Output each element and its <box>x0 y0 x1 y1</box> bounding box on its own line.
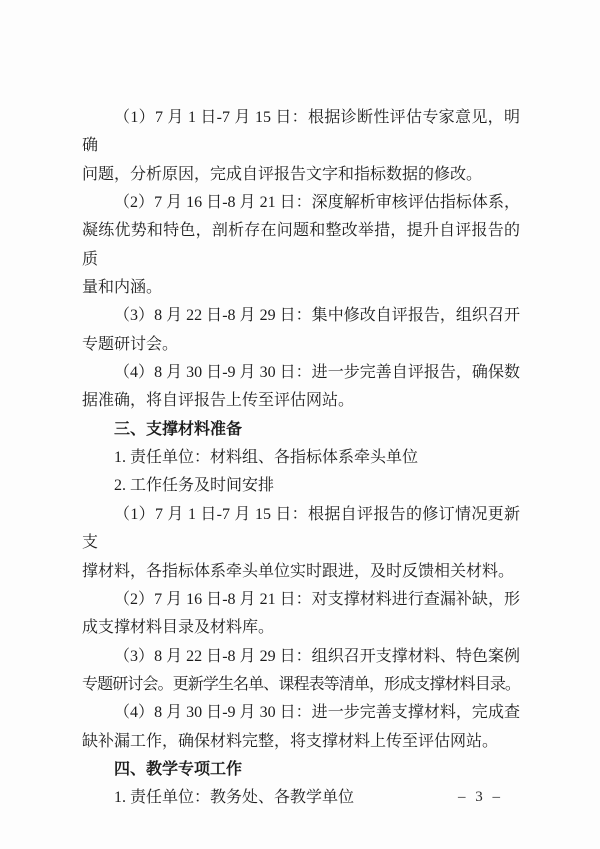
text-line: 缺补漏工作，确保材料完整，将支撑材料上传至评估网站。 <box>82 732 499 750</box>
text-line: （1）7 月 1 日-7 月 15 日：根据自评报告的修订情况更新支 <box>82 505 520 552</box>
text-line: 问题，分析原因，完成自评报告文字和指标数据的修改。 <box>82 165 483 183</box>
text-line: 凝练优势和特色，剖析存在问题和整改举措，提升自评报告的质 <box>82 222 520 268</box>
text-line: 1. 责任单位：教务处、各教学单位 <box>114 789 355 807</box>
text-line: 2. 工作任务及时间安排 <box>114 477 275 495</box>
text-line: （3）8 月 22 日-8 月 29 日：集中修改自评报告，组织召开 <box>114 307 520 325</box>
text-line: 据准确，将自评报告上传至评估网站。 <box>82 392 355 410</box>
text-line: 撑材料，各指标体系牵头单位实时跟进，及时反馈相关材料。 <box>82 562 515 580</box>
section-heading: 三、支撑材料准备 <box>114 420 243 438</box>
text-line: （4）8 月 30 日-9 月 30 日：进一步完善支撑材料，完成查 <box>114 704 520 722</box>
text-line: （4）8 月 30 日-9 月 30 日：进一步完善自评报告，确保数 <box>114 364 520 382</box>
document-body <box>82 104 520 813</box>
text-line: （3）8 月 22 日-8 月 29 日：组织召开支撑材料、特色案例 <box>114 647 520 665</box>
text-line: 专题研讨会。更新学生名单、课程表等清单，形成支撑材料目录。 <box>82 675 520 693</box>
text-line: 成支撑材料目录及材料库。 <box>82 619 275 637</box>
text-line: 1. 责任单位：材料组、各指标体系牵头单位 <box>114 449 419 467</box>
text-line: （2）7 月 16 日-8 月 21 日：深度解析审核评估指标体系， <box>114 194 520 212</box>
section-heading: 四、教学专项工作 <box>114 760 243 778</box>
page-number: – 3 – <box>458 789 503 805</box>
text-line: （2）7 月 16 日-8 月 21 日：对支撑材料进行查漏补缺，形 <box>114 590 520 608</box>
text-line: 量和内涵。 <box>82 279 163 297</box>
text-line: 专题研讨会。 <box>82 335 179 353</box>
text-line: （1）7 月 1 日-7 月 15 日：根据诊断性评估专家意见，明确 <box>82 109 520 155</box>
